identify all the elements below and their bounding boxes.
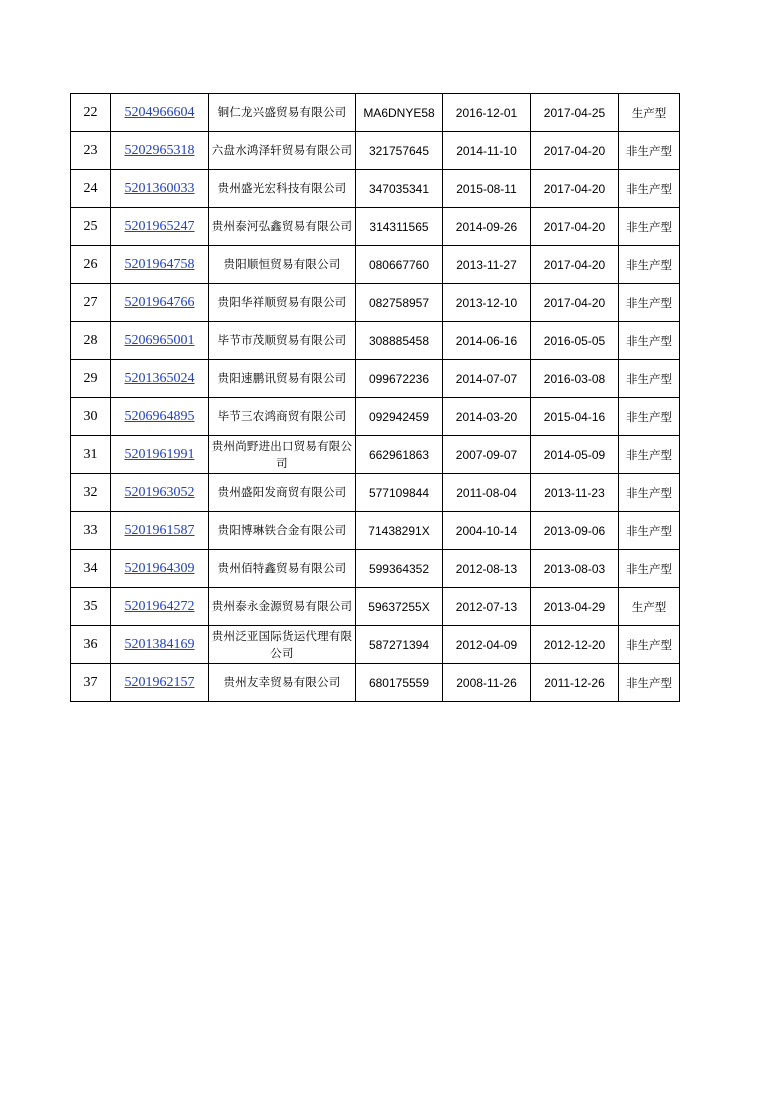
type-cell	[619, 208, 680, 246]
row-index-text: 30	[83, 408, 98, 424]
org-code-text: 321757645	[368, 143, 430, 158]
org-code-text: 314311565	[369, 219, 429, 234]
end-date-text: 2013-09-06	[543, 523, 606, 538]
code-link[interactable]: 5204966604	[124, 104, 195, 120]
code-link-cell	[111, 208, 209, 246]
company-name-cell	[209, 208, 356, 246]
type-cell	[619, 512, 680, 550]
start-date-text: 2013-11-27	[456, 257, 517, 272]
start-date-cell	[443, 474, 531, 512]
code-link-cell	[111, 512, 209, 550]
row-index-cell	[71, 664, 111, 702]
org-code-text: 577109844	[368, 485, 430, 500]
table-body	[71, 94, 680, 702]
type-text: 非生产型	[626, 447, 672, 462]
start-date-cell	[443, 664, 531, 702]
row-index-text: 29	[83, 370, 98, 386]
org-code-cell	[356, 512, 443, 550]
org-code-cell	[356, 360, 443, 398]
company-name-text: 贵州盛光宏科技有限公司	[217, 181, 347, 195]
table-row	[71, 588, 680, 626]
company-name-cell	[209, 436, 356, 474]
end-date-text: 2017-04-20	[543, 181, 606, 196]
end-date-text: 2013-11-23	[544, 485, 605, 500]
org-code-cell	[356, 94, 443, 132]
row-index-cell	[71, 322, 111, 360]
start-date-text: 2008-11-26	[456, 675, 517, 690]
type-text: 生产型	[631, 105, 667, 120]
company-name-cell	[209, 170, 356, 208]
org-code-text: 092942459	[368, 409, 430, 424]
code-link-cell	[111, 322, 209, 360]
code-link-cell	[111, 436, 209, 474]
type-text: 非生产型	[626, 143, 672, 158]
type-text: 非生产型	[626, 675, 672, 690]
code-link-cell	[111, 398, 209, 436]
org-code-cell	[356, 322, 443, 360]
company-name-text: 贵州泰河弘鑫贸易有限公司	[211, 219, 353, 233]
company-name-cell	[209, 360, 356, 398]
company-name-text: 贵阳速鹏讯贸易有限公司	[217, 371, 347, 385]
code-link[interactable]: 5201962157	[124, 674, 195, 690]
start-date-cell	[443, 322, 531, 360]
code-link-cell	[111, 550, 209, 588]
end-date-cell	[531, 322, 619, 360]
table-row	[71, 322, 680, 360]
type-text: 非生产型	[626, 257, 672, 272]
org-code-text: 680175559	[368, 675, 430, 690]
code-link-cell	[111, 664, 209, 702]
end-date-text: 2016-05-05	[543, 333, 606, 348]
type-text: 非生产型	[626, 409, 672, 424]
company-name-text: 贵州友幸贸易有限公司	[223, 675, 341, 689]
end-date-text: 2011-12-26	[544, 675, 605, 690]
type-cell	[619, 132, 680, 170]
row-index-cell	[71, 360, 111, 398]
code-link[interactable]: 5201365024	[124, 370, 195, 386]
code-link[interactable]: 5206964895	[124, 408, 195, 424]
start-date-text: 2012-07-13	[455, 599, 518, 614]
row-index-text: 32	[83, 484, 98, 500]
end-date-text: 2017-04-20	[543, 219, 606, 234]
start-date-text: 2014-07-07	[455, 371, 518, 386]
start-date-cell	[443, 626, 531, 664]
start-date-cell	[443, 208, 531, 246]
code-link[interactable]: 5201964766	[124, 294, 195, 310]
end-date-cell	[531, 246, 619, 284]
type-cell	[619, 626, 680, 664]
code-link-cell	[111, 284, 209, 322]
type-text: 非生产型	[626, 561, 672, 576]
end-date-cell	[531, 208, 619, 246]
code-link[interactable]: 5201384169	[124, 636, 195, 652]
end-date-text: 2013-04-29	[543, 599, 606, 614]
code-link-cell	[111, 360, 209, 398]
code-link-cell	[111, 588, 209, 626]
end-date-cell	[531, 436, 619, 474]
type-cell	[619, 94, 680, 132]
end-date-cell	[531, 284, 619, 322]
row-index-cell	[71, 246, 111, 284]
end-date-cell	[531, 588, 619, 626]
table-row	[71, 360, 680, 398]
type-cell	[619, 284, 680, 322]
start-date-cell	[443, 436, 531, 474]
type-text: 生产型	[631, 599, 667, 614]
end-date-cell	[531, 550, 619, 588]
type-cell	[619, 170, 680, 208]
end-date-text: 2017-04-20	[543, 295, 606, 310]
org-code-cell	[356, 284, 443, 322]
end-date-cell	[531, 132, 619, 170]
table-row	[71, 664, 680, 702]
row-index-cell	[71, 474, 111, 512]
start-date-text: 2004-10-14	[455, 523, 518, 538]
row-index-text: 37	[83, 674, 98, 690]
code-link-cell	[111, 246, 209, 284]
org-code-text: 308885458	[368, 333, 430, 348]
end-date-cell	[531, 170, 619, 208]
end-date-text: 2017-04-20	[543, 143, 606, 158]
company-name-text: 贵州盛阳发商贸有限公司	[217, 485, 347, 499]
org-code-text: 587271394	[368, 637, 430, 652]
row-index-cell	[71, 550, 111, 588]
row-index-cell	[71, 208, 111, 246]
company-name-text: 贵阳博琳铁合金有限公司	[217, 523, 347, 537]
code-link-cell	[111, 626, 209, 664]
org-code-cell	[356, 132, 443, 170]
type-text: 非生产型	[626, 181, 672, 196]
row-index-text: 25	[83, 218, 98, 234]
code-link[interactable]: 5206965001	[124, 332, 195, 348]
company-name-cell	[209, 246, 356, 284]
company-name-cell	[209, 132, 356, 170]
company-name-text: 贵州尚野进出口贸易有限公司	[211, 438, 353, 470]
start-date-text: 2011-08-04	[456, 485, 517, 500]
end-date-cell	[531, 626, 619, 664]
start-date-cell	[443, 94, 531, 132]
row-index-cell	[71, 94, 111, 132]
start-date-text: 2015-08-11	[456, 181, 517, 196]
org-code-text: 347035341	[368, 181, 430, 196]
start-date-cell	[443, 588, 531, 626]
company-name-cell	[209, 94, 356, 132]
code-link[interactable]: 5201360033	[124, 180, 195, 196]
start-date-cell	[443, 550, 531, 588]
row-index-cell	[71, 132, 111, 170]
end-date-text: 2015-04-16	[543, 409, 606, 424]
table-row	[71, 550, 680, 588]
end-date-text: 2017-04-25	[543, 105, 606, 120]
table-row	[71, 208, 680, 246]
start-date-text: 2014-09-26	[455, 219, 518, 234]
org-code-cell	[356, 170, 443, 208]
code-link[interactable]: 5201964272	[124, 598, 195, 614]
code-link[interactable]: 5201961587	[124, 522, 195, 538]
code-link-cell	[111, 132, 209, 170]
type-text: 非生产型	[626, 637, 672, 652]
company-name-text: 贵阳华祥顺贸易有限公司	[217, 295, 347, 309]
table-row	[71, 132, 680, 170]
start-date-text: 2014-06-16	[455, 333, 518, 348]
org-code-text: MA6DNYE58	[363, 105, 435, 120]
company-name-cell	[209, 588, 356, 626]
end-date-text: 2014-05-09	[543, 447, 606, 462]
code-link[interactable]: 5201961991	[124, 446, 195, 462]
type-cell	[619, 474, 680, 512]
company-name-cell	[209, 550, 356, 588]
end-date-text: 2013-08-03	[543, 561, 606, 576]
org-code-cell	[356, 626, 443, 664]
type-text: 非生产型	[626, 523, 672, 538]
company-name-cell	[209, 626, 356, 664]
end-date-cell	[531, 398, 619, 436]
company-name-cell	[209, 398, 356, 436]
table-row	[71, 94, 680, 132]
end-date-cell	[531, 360, 619, 398]
type-cell	[619, 588, 680, 626]
company-name-cell	[209, 474, 356, 512]
type-cell	[619, 398, 680, 436]
org-code-text: 599364352	[368, 561, 430, 576]
code-link[interactable]: 5201964309	[124, 560, 195, 576]
table-row	[71, 512, 680, 550]
company-name-text: 铜仁龙兴盛贸易有限公司	[217, 105, 347, 119]
code-link-cell	[111, 474, 209, 512]
company-name-text: 贵州泰永金源贸易有限公司	[211, 599, 353, 613]
org-code-cell	[356, 398, 443, 436]
row-index-text: 36	[83, 636, 98, 652]
type-text: 非生产型	[626, 371, 672, 386]
end-date-cell	[531, 474, 619, 512]
row-index-text: 27	[83, 294, 98, 310]
company-name-text: 毕节三农鸿商贸有限公司	[217, 409, 347, 423]
start-date-cell	[443, 170, 531, 208]
row-index-cell	[71, 284, 111, 322]
row-index-cell	[71, 436, 111, 474]
type-text: 非生产型	[626, 485, 672, 500]
org-code-cell	[356, 664, 443, 702]
table-row	[71, 284, 680, 322]
start-date-text: 2016-12-01	[455, 105, 518, 120]
company-name-text: 贵州泛亚国际货运代理有限公司	[211, 628, 353, 660]
end-date-text: 2016-03-08	[543, 371, 606, 386]
type-text: 非生产型	[626, 219, 672, 234]
company-name-cell	[209, 664, 356, 702]
start-date-cell	[443, 360, 531, 398]
start-date-text: 2013-12-10	[455, 295, 518, 310]
org-code-text: 082758957	[368, 295, 430, 310]
row-index-cell	[71, 170, 111, 208]
table-row	[71, 474, 680, 512]
company-registry-table	[70, 93, 680, 702]
start-date-text: 2014-11-10	[456, 143, 517, 158]
row-index-cell	[71, 626, 111, 664]
start-date-cell	[443, 398, 531, 436]
company-name-text: 贵阳顺恒贸易有限公司	[223, 257, 341, 271]
type-cell	[619, 322, 680, 360]
start-date-cell	[443, 246, 531, 284]
company-name-text: 毕节市茂顺贸易有限公司	[217, 333, 347, 347]
company-name-cell	[209, 512, 356, 550]
org-code-cell	[356, 436, 443, 474]
end-date-cell	[531, 512, 619, 550]
org-code-cell	[356, 588, 443, 626]
end-date-cell	[531, 94, 619, 132]
start-date-text: 2014-03-20	[455, 409, 518, 424]
org-code-text: 59637255X	[368, 599, 430, 614]
table-row	[71, 246, 680, 284]
start-date-text: 2007-09-07	[455, 447, 518, 462]
type-cell	[619, 550, 680, 588]
type-text: 非生产型	[626, 295, 672, 310]
row-index-cell	[71, 588, 111, 626]
end-date-text: 2012-12-20	[543, 637, 606, 652]
row-index-text: 23	[83, 142, 98, 158]
org-code-text: 662961863	[368, 447, 430, 462]
row-index-cell	[71, 398, 111, 436]
type-text: 非生产型	[626, 333, 672, 348]
org-code-cell	[356, 208, 443, 246]
type-cell	[619, 664, 680, 702]
table-row	[71, 436, 680, 474]
org-code-cell	[356, 550, 443, 588]
table-row	[71, 170, 680, 208]
org-code-text: 080667760	[368, 257, 430, 272]
row-index-text: 28	[83, 332, 98, 348]
org-code-cell	[356, 474, 443, 512]
row-index-text: 24	[83, 180, 98, 196]
row-index-text: 22	[83, 104, 98, 120]
code-link[interactable]: 5201963052	[124, 484, 195, 500]
end-date-text: 2017-04-20	[543, 257, 606, 272]
row-index-cell	[71, 512, 111, 550]
code-link-cell	[111, 94, 209, 132]
row-index-text: 31	[83, 446, 98, 462]
code-link[interactable]: 5202965318	[124, 142, 195, 158]
company-name-cell	[209, 322, 356, 360]
type-cell	[619, 360, 680, 398]
row-index-text: 34	[83, 560, 98, 576]
company-name-text: 六盘水鸿泽轩贸易有限公司	[211, 143, 353, 157]
start-date-cell	[443, 512, 531, 550]
start-date-text: 2012-08-13	[455, 561, 518, 576]
type-cell	[619, 436, 680, 474]
code-link[interactable]: 5201965247	[124, 218, 195, 234]
table-row	[71, 626, 680, 664]
start-date-text: 2012-04-09	[455, 637, 518, 652]
org-code-text: 099672236	[368, 371, 430, 386]
org-code-cell	[356, 246, 443, 284]
org-code-text: 71438291X	[368, 523, 430, 538]
start-date-cell	[443, 132, 531, 170]
company-name-text: 贵州佰特鑫贸易有限公司	[217, 561, 347, 575]
end-date-cell	[531, 664, 619, 702]
code-link-cell	[111, 170, 209, 208]
company-name-cell	[209, 284, 356, 322]
start-date-cell	[443, 284, 531, 322]
row-index-text: 35	[83, 598, 98, 614]
code-link[interactable]: 5201964758	[124, 256, 195, 272]
table-row	[71, 398, 680, 436]
row-index-text: 33	[83, 522, 98, 538]
row-index-text: 26	[83, 256, 98, 272]
type-cell	[619, 246, 680, 284]
